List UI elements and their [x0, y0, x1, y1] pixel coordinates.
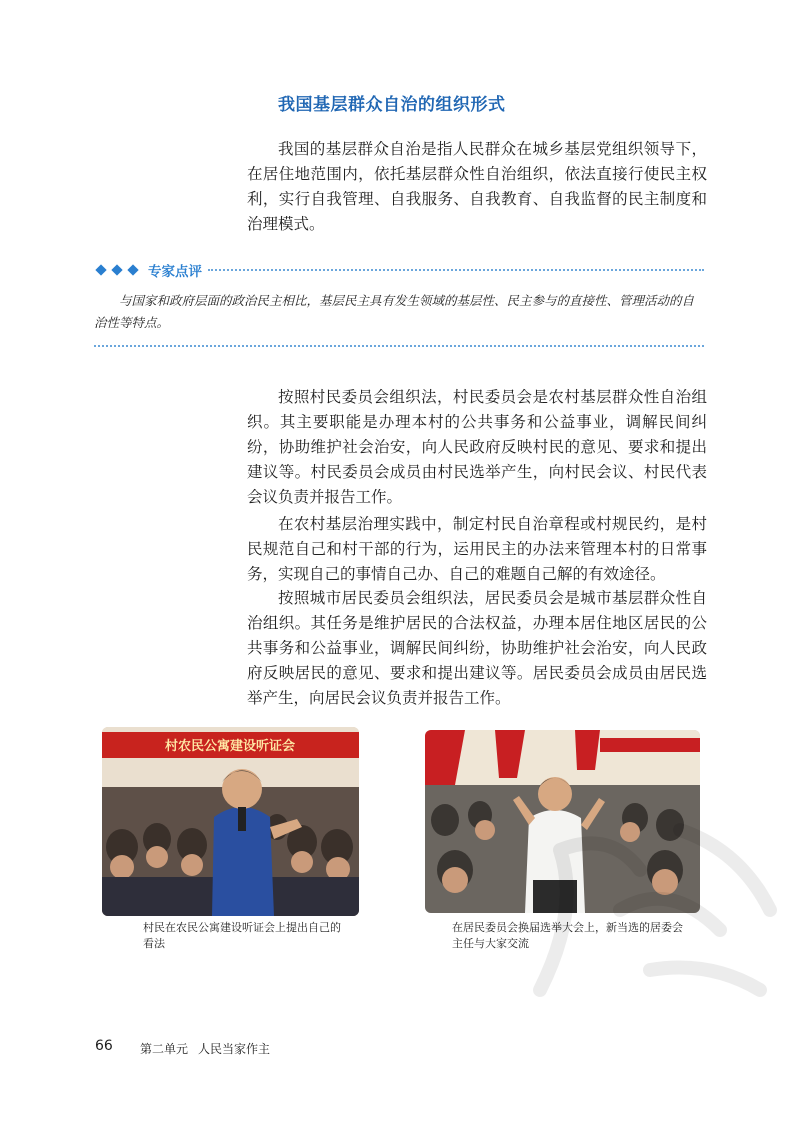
dotted-divider: [208, 269, 704, 271]
diamond-bullets-icon: [94, 266, 140, 274]
footer-unit: [140, 1040, 270, 1057]
expert-comment-title: 专家点评: [148, 264, 202, 280]
expert-comment-header: [94, 260, 704, 280]
page-number: 66: [95, 1038, 113, 1054]
body-paragraph: 在农村基层治理实践中，制定村民自治章程或村规民约，是村民规范自己和村干部的行为，运用民主的办法来管理本村的日常事务，实现自己的事情自己办、自己的难题自己解的有效途径。: [247, 515, 707, 583]
body-paragraph: 按照城市居民委员会组织法，居民委员会是城市基层群众性自治组织。其任务是维护居民的合法权益，办理本居住地区居民的公共事务和公益事业，调解民间纠纷，协助维护社会治安，向人民政府反映居民的意见、要求和提出建议等。居民委员会成员由居民选举产生，向居民会议负责并报告工作。: [247, 589, 707, 707]
banner-text: 村农民公寓建设听证会: [164, 739, 296, 754]
photo-caption: 在居民委员会换届选举大会上，新当选的居委会主任与大家交流: [452, 921, 683, 950]
photo-residents-election: [425, 730, 700, 913]
body-paragraph: 按照村民委员会组织法，村民委员会是农村基层群众性自治组织。其主要职能是办理本村的公共事务和公益事业，调解民间纠纷，协助维护社会治安，向人民政府反映村民的意见、要求和提出建议等。村民委员会成员由村民选举产生，向村民会议、村民代表会议负责并报告工作。: [247, 388, 707, 506]
intro-paragraph: 我国的基层群众自治是指人民群众在城乡基层党组织领导下，在居住地范围内，依托基层群众性自治组织，依法直接行使民主权利，实行自我管理、自我服务、自我教育、自我监督的民主制度和治理模式。: [247, 140, 707, 233]
photo-village-hearing: [102, 727, 359, 916]
expert-comment-body: 与国家和政府层面的政治民主相比，基层民主具有发生领域的基层性、民主参与的直接性、管理活动的自治性等特点。: [94, 293, 695, 330]
unit-label: 第二单元: [140, 1042, 189, 1056]
section-title: 我国基层群众自治的组织形式: [278, 95, 506, 115]
unit-title: 人民当家作主: [198, 1042, 271, 1056]
photo-caption: 村民在农民公寓建设听证会上提出自己的看法: [143, 921, 341, 950]
dotted-divider: [94, 345, 704, 347]
